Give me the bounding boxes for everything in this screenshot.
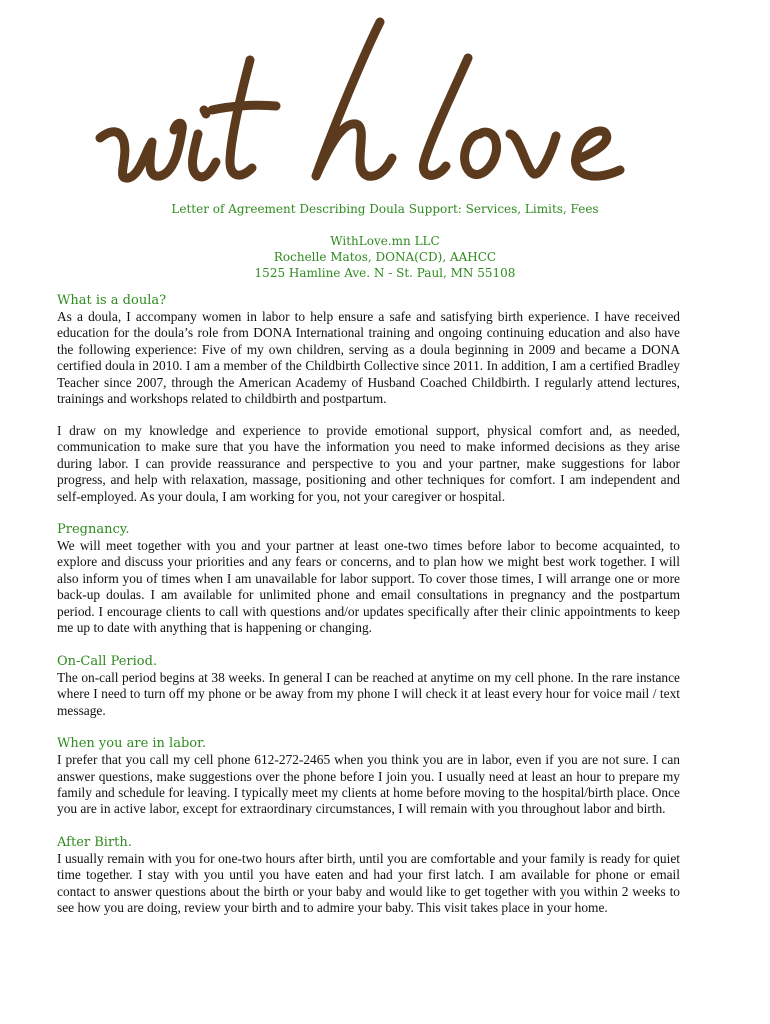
- section-title-labor: When you are in labor.: [57, 736, 207, 752]
- section-title-oncall: On-Call Period.: [57, 653, 158, 669]
- doula-paragraph-2: I draw on my knowledge and experience to provide emotional support, physical comfort and, as needed, communication to make sure that you have the information you need to make informed decisions as they arise during labor. I can provide reassurance and perspective to you and your partner, make suggestions for labor progress, and help with relaxation, massage, positioning and other techniques for comfort. I am independent and self-employed. As your doula, I am working for you, not your caregiver or hospital.: [57, 422, 680, 504]
- section-title-doula: What is a doula?: [57, 293, 167, 308]
- section-title-afterbirth: After Birth.: [57, 834, 132, 850]
- company-name: WithLove.mn LLC: [330, 234, 440, 248]
- address-line: 1525 Hamline Ave. N - St. Paul, MN 55108: [254, 266, 516, 280]
- section-title-pregnancy: Pregnancy.: [57, 521, 130, 537]
- oncall-paragraph: The on-call period begins at 38 weeks. In general I can be reached at anytime on my cell phone. In the rare instance where I need to turn off my phone or be away from my phone I will check it at least every hour for voice mail / text message.: [57, 669, 680, 718]
- person-credentials: Rochelle Matos, DONA(CD), AAHCC: [273, 250, 497, 264]
- labor-paragraph: I prefer that you call my cell phone 612-272-2465 when you think you are in labor, even if you are not sure. I can answer questions, make suggestions over the phone before I join you. I usually need at least an hour to prepare my family and schedule for leaving. I typically meet my clients at home before moving to the hospital/birth place. Once you are in active labor, except for extraordinary circumstances, I will remain with you throughout labor and birth.: [57, 752, 680, 817]
- afterbirth-paragraph: I usually remain with you for one-two hours after birth, until you are comfortable and your family is ready for quiet time together. I stay with you until you have eaten and had your first latch. I am available for phone or email contact to answer questions about the birth or your baby and would like to get together with you within 2 weeks to see how you are doing, review your birth and to admire your baby. This visit takes place in your home.: [57, 850, 680, 916]
- with-love-logo: [80, 10, 660, 200]
- letter-subtitle: Letter of Agreement Describing Doula Support: Services, Limits, Fees: [171, 202, 599, 216]
- pregnancy-paragraph: We will meet together with you and your partner at least one-two times before labor to become acquainted, to explore and discuss your priorities and any fears or concerns, and to plan how we might best work together. I will also inform you of times when I am unavailable for labor support. To cover those times, I will arrange one or more back-up doulas. I am available for unlimited phone and email consultations in pregnancy and the postpartum period. I encourage clients to call with questions and/or updates specifically after their clinic appointments to keep me up to date with anything that is happening or changing.: [57, 537, 680, 636]
- doula-paragraph-1: As a doula, I accompany women in labor to help ensure a safe and satisfying birth experience. I have received education for the doula’s role from DONA International training and ongoing continuing education and also have the following experience: Five of my own children, serving as a doula beginning in 2009 and became a DONA certified doula in 2010. I am a member of the Childbirth Collective since 2011. In addition, I am a certified Bradley Teacher since 2007, through the American Academy of Husband Coached Childbirth. I regularly attend lectures, trainings and workshops related to childbirth and postpartum.: [57, 309, 680, 407]
- letter-body: [57, 293, 680, 917]
